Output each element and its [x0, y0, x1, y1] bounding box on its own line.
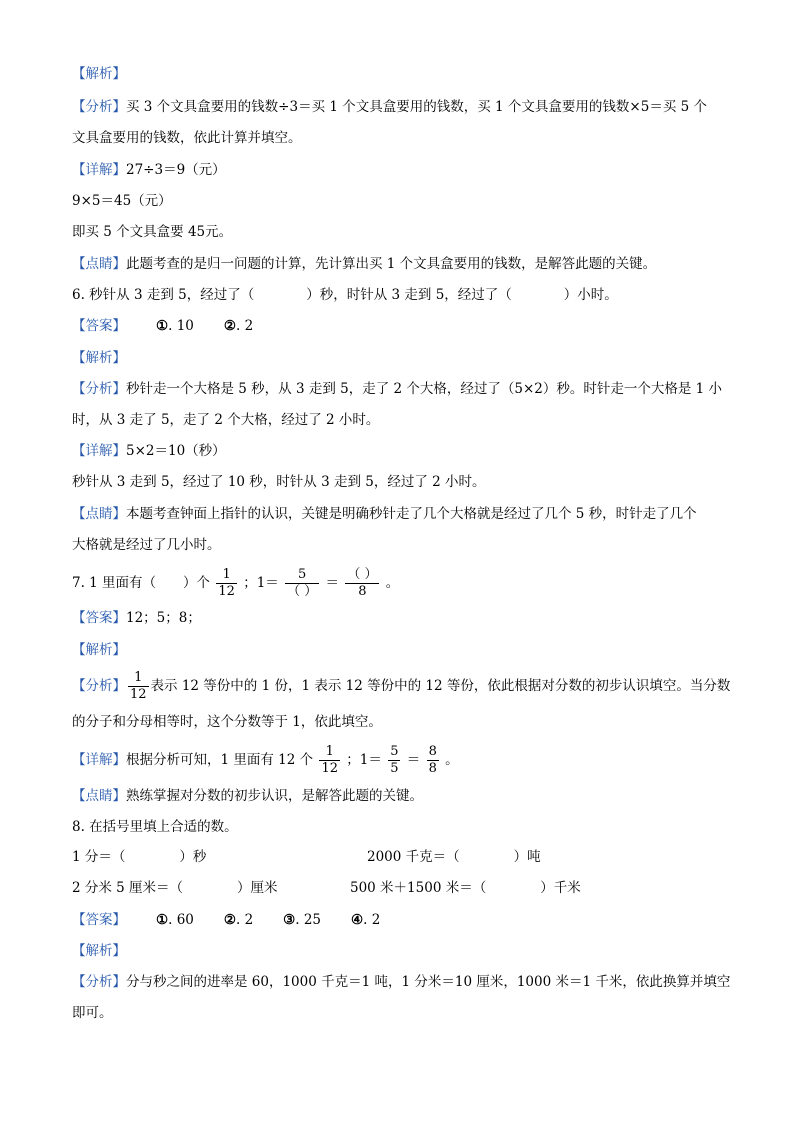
jiexi-heading-6: 【解析】 [72, 350, 126, 366]
xiangjie-5-line3: 即买 5 个文具盒要 45元。 [72, 224, 233, 240]
xiangjie-tag: 【详解】 [72, 162, 126, 178]
question-8-row1b: 2000 千克＝（ ）吨 [367, 849, 541, 865]
dianjing-6-line2: 大格就是经过了几小时。 [72, 537, 221, 553]
xiangjie-7: 【详解】根据分析可知，1 里面有 12 个 $\frac{1}{12}$ ；1＝ $\frac{5}{5}$ ＝ $\frac{8}{8}$ 。 [72, 744, 459, 776]
xiangjie-6-line1: 【详解】5×2＝10（秒） [72, 443, 226, 459]
dianjing-tag: 【点睛】 [72, 256, 126, 272]
xiangjie-5-line2: 9×5＝45（元） [72, 193, 172, 209]
question-8-row1a: 1 分＝（ ）秒 [72, 849, 207, 865]
dianjing-6-line1: 【点睛】本题考查钟面上指针的认识，关键是明确秒针走了几个大格就是经过了几个 5 秒，时针走了几个 [72, 506, 697, 522]
fraction-1-12: $\frac{1}{12}$ [218, 567, 235, 599]
fraction-1-12-analysis: $\frac{1}{12}$ [130, 670, 147, 702]
fenxi-6-line1: 【分析】秒针走一个大格是 5 秒，从 3 走到 5，走了 2 个大格，经过了（5×2）秒。时针走一个大格是 1 小 [72, 381, 723, 397]
fraction-8-8: $\frac{8}{8}$ [428, 744, 437, 776]
fraction-1-12-detail: $\frac{1}{12}$ [321, 744, 338, 776]
question-7: 7. 1 里面有（ ）个 $\frac{1}{12}$ ；1＝ $\frac{5}{( )}$ ＝ $\frac{( )}{8}$ 。 [72, 567, 400, 599]
jiexi-heading-8: 【解析】 [72, 943, 126, 959]
jiexi-heading-5: 【解析】 [72, 66, 126, 82]
question-8-row2a: 2 分米 5 厘米＝（ ）厘米 [72, 880, 278, 896]
fenxi-6-line2: 时，从 3 走了 5，走了 2 个大格，经过了 2 小时。 [72, 412, 380, 428]
jiexi-heading-7: 【解析】 [72, 642, 126, 658]
fenxi-5-line1: 【分析】买 3 个文具盒要用的钱数÷3＝买 1 个文具盒要用的钱数，买 1 个文具盒要用的钱数×5＝买 5 个 [72, 99, 707, 115]
fenxi-7-line1: 【分析】 $\frac{1}{12}$ 表示 12 等份中的 1 份，1 表示 12 等份中的 12 等份，依此根据对分数的初步认识填空。当分数 [72, 670, 731, 702]
question-8-row2b: 500 米＋1500 米＝（ ）千米 [350, 880, 581, 896]
fenxi-8-line1: 【分析】分与秒之间的进率是 60，1000 千克＝1 吨，1 分米＝10 厘米，1000 米＝1 千米，依此换算并填空 [72, 974, 731, 990]
xiangjie-5-line1: 【详解】27÷3＝9（元） [72, 162, 226, 178]
fraction-5-5: $\frac{5}{5}$ [390, 744, 399, 776]
fenxi-8-line2: 即可。 [72, 1005, 113, 1021]
daan-tag: 【答案】 [72, 318, 126, 334]
dianjing-7: 【点睛】熟练掌握对分数的初步认识，是解答此题的关键。 [72, 788, 423, 804]
answer-7: 【答案】12；5；8； [72, 610, 201, 626]
fraction-blank-8: $\frac{( )}{8}$ [347, 567, 378, 599]
fenxi-tag: 【分析】 [72, 99, 126, 115]
fenxi-7-line2: 的分子和分母相等时，这个分数等于 1，依此填空。 [72, 714, 382, 730]
fenxi-5-line2: 文具盒要用的钱数，依此计算并填空。 [72, 130, 302, 146]
xiangjie-6-line2: 秒针从 3 走到 5，经过了 10 秒，时针从 3 走到 5，经过了 2 小时。 [72, 474, 486, 490]
answer-6: 【答案】 ①. 10 ②. 2 [72, 318, 254, 334]
question-8-title: 8. 在括号里填上合适的数。 [72, 819, 238, 835]
dianjing-5: 【点睛】此题考查的是归一问题的计算，先计算出买 1 个文具盒要用的钱数，是解答此题的关键。 [72, 256, 657, 272]
answer-8: 【答案】 ①. 60 ②. 2 ③. 25 ④. 2 [72, 912, 381, 928]
fraction-5-blank: $\frac{5}{( )}$ [287, 567, 318, 599]
question-6: 6. 秒针从 3 走到 5，经过了（ ）秒，时针从 3 走到 5，经过了（ ）小时。 [72, 287, 618, 303]
